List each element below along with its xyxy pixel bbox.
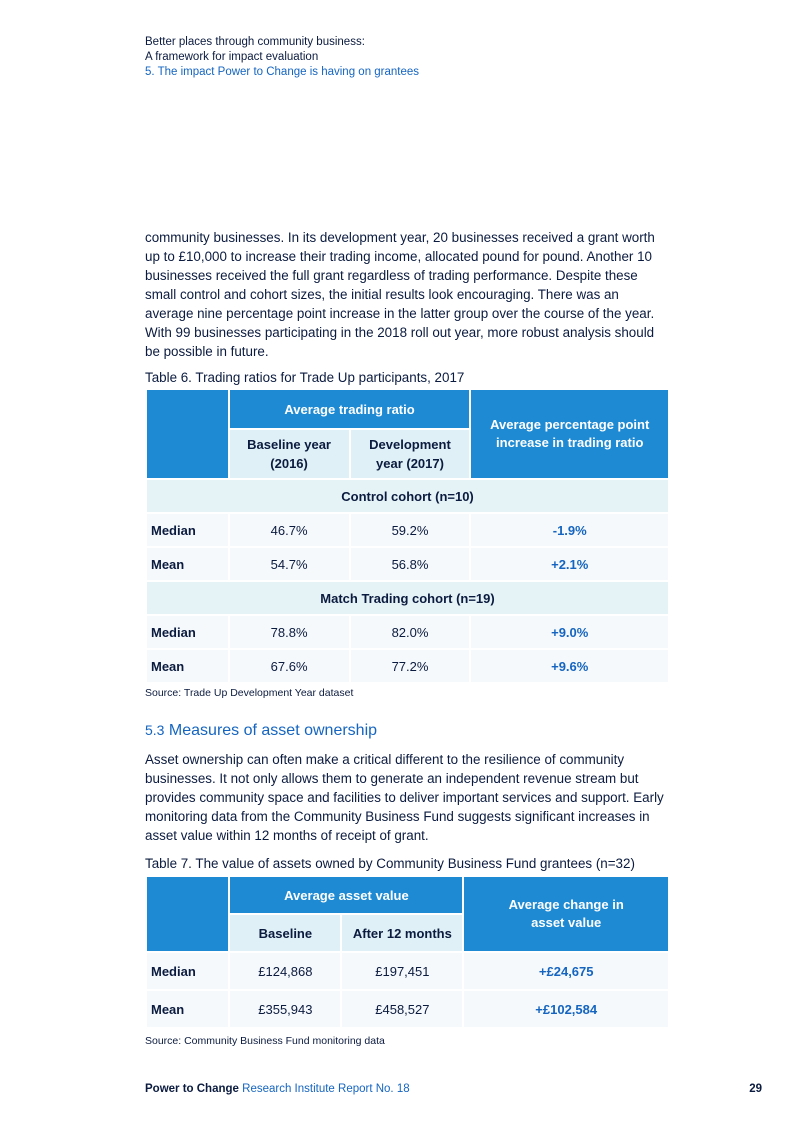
row-label: Median	[147, 953, 228, 989]
page-number: 29	[749, 1083, 762, 1095]
table6-col-development	[351, 430, 470, 478]
development-cell: 59.2%	[351, 514, 470, 546]
baseline-cell: £124,868	[230, 953, 340, 989]
row-label: Mean	[147, 548, 228, 580]
running-header	[145, 35, 419, 80]
header-line-2: A framework for impact evaluation	[145, 51, 319, 63]
table7-corner	[147, 877, 228, 951]
change-cell: -1.9%	[471, 514, 668, 546]
baseline-cell: 78.8%	[230, 616, 349, 648]
table6-cohort-row	[147, 582, 668, 614]
table6-cohort-name: Control cohort (n=10)	[147, 480, 668, 512]
after-cell: £458,527	[342, 991, 462, 1027]
change-cell: +£102,584	[464, 991, 668, 1027]
footer	[145, 1083, 410, 1095]
header-line-3: 5. The impact Power to Change is having on grantees	[145, 66, 420, 78]
section-heading	[145, 722, 377, 740]
change-cell: +2.1%	[471, 548, 668, 580]
baseline-cell: 54.7%	[230, 548, 349, 580]
change-cell: +£24,675	[464, 953, 668, 989]
footer-report: Research Institute Report No. 18	[238, 1083, 410, 1095]
baseline-cell: £355,943	[230, 991, 340, 1027]
table7-title: The value of assets owned by Community Business Fund grantees (n=32)	[195, 856, 635, 871]
table7-col-change	[464, 877, 668, 951]
table6-label: Table 6.	[145, 370, 192, 385]
table7-label: Table 7.	[145, 856, 192, 871]
development-cell: 77.2%	[351, 650, 470, 682]
table7-col-after: After 12 months	[342, 915, 462, 951]
table-row	[147, 514, 668, 546]
change-cell: +9.6%	[471, 650, 668, 682]
table6-corner	[147, 390, 228, 478]
table7-source: Source: Community Business Fund monitoring data	[145, 1035, 385, 1047]
table6-col-change-text: Average percentage point increase in trading ratio	[490, 417, 650, 450]
table-row	[147, 548, 668, 580]
table7-group-header: Average asset value	[230, 877, 462, 913]
baseline-cell: 46.7%	[230, 514, 349, 546]
row-label: Median	[147, 616, 228, 648]
table6-cohort-row	[147, 480, 668, 512]
row-label: Mean	[147, 650, 228, 682]
development-cell: 56.8%	[351, 548, 470, 580]
table-row	[147, 650, 668, 682]
row-label: Median	[147, 514, 228, 546]
table6-cohort-name: Match Trading cohort (n=19)	[147, 582, 668, 614]
table-row	[147, 991, 668, 1027]
footer-brand: Power to Change	[145, 1083, 239, 1095]
table6-title: Trading ratios for Trade Up participants, 2017	[195, 370, 465, 385]
table6-group-header: Average trading ratio	[230, 390, 470, 428]
table6-col-baseline	[230, 430, 349, 478]
table6-source: Source: Trade Up Development Year dataset	[145, 687, 354, 699]
section-title: Measures of asset ownership	[168, 722, 378, 739]
table6-caption	[145, 370, 464, 385]
section-paragraph: Asset ownership can often make a critical different to the resilience of community businesses. It not only allows them to generate an independent revenue stream but provides community space and facilities to deliver important services and support. Early monitoring data from the Community Business Fund suggests significant increases in asset value within 12 months of receipt of grant.	[145, 752, 664, 843]
table7	[145, 875, 670, 1029]
table6-col-change	[471, 390, 668, 478]
intro-paragraph: community businesses. In its development year, 20 businesses received a grant worth up to £10,000 to increase their trading income, allocated pound for pound. Another 10 businesses received the full grant regardless of trading performance. Despite these small control and cohort sizes, the initial results look encouraging. There was an average nine percentage point increase in the latter group over the course of the year. With 99 businesses participating in the 2018 roll out year, more robust analysis should be possible in future.	[145, 230, 655, 359]
header-line-1: Better places through community business:	[145, 36, 365, 48]
table6-col-development-text: Development year (2017)	[369, 437, 451, 471]
development-cell: 82.0%	[351, 616, 470, 648]
after-cell: £197,451	[342, 953, 462, 989]
table-row	[147, 953, 668, 989]
table7-col-change-text: Average change in asset value	[508, 897, 624, 930]
table-row	[147, 616, 668, 648]
table7-col-baseline: Baseline	[230, 915, 340, 951]
table7-caption	[145, 856, 635, 871]
table6	[145, 388, 670, 684]
section-number: 5.3	[145, 722, 165, 738]
change-cell: +9.0%	[471, 616, 668, 648]
row-label: Mean	[147, 991, 228, 1027]
baseline-cell: 67.6%	[230, 650, 349, 682]
table6-col-baseline-text: Baseline year (2016)	[247, 437, 331, 471]
